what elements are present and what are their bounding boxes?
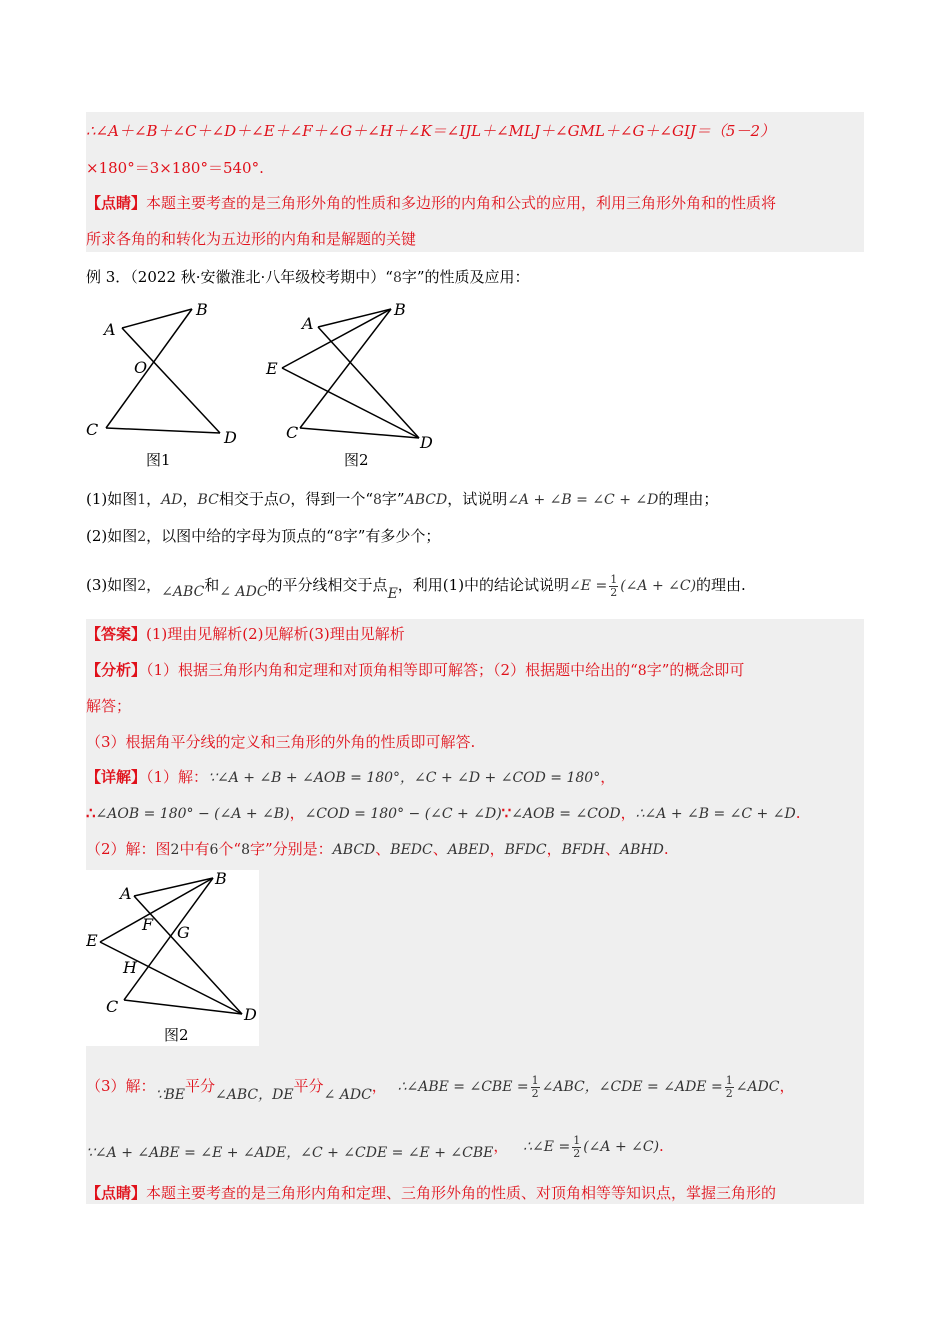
eight-shape-2: BEDC bbox=[390, 842, 433, 858]
q1-text-a: (1)如图 bbox=[86, 490, 138, 508]
q1-text-c: 相交于点 bbox=[218, 490, 279, 508]
q3-text-d: ，利用(1)中的结论试说明 bbox=[397, 576, 570, 594]
dianjing-final-text: 本题主要考查的是三角形内角和定理、三角形外角的性质、对顶角相等等知识点，掌握三角形的 bbox=[146, 1184, 777, 1202]
label-a: A bbox=[120, 884, 132, 903]
label-h: H bbox=[123, 958, 137, 977]
detail-2-comma-1: ， bbox=[289, 804, 305, 822]
label-d: D bbox=[224, 428, 237, 447]
segment-bc bbox=[106, 309, 192, 428]
q1-comma: ， bbox=[182, 490, 198, 508]
detail-line-5 bbox=[86, 1128, 664, 1165]
detail-line-3 bbox=[86, 838, 669, 861]
detail-5-math-2: ∴∠E = bbox=[523, 1139, 571, 1155]
label-a: A bbox=[302, 314, 314, 333]
question-3 bbox=[86, 572, 746, 602]
label-o: O bbox=[134, 358, 148, 377]
analysis-tag: 【分析】 bbox=[86, 661, 147, 679]
detail-4-pf2: 平分 bbox=[293, 1077, 324, 1095]
analysis-text-b: 字”的概念即可 bbox=[646, 661, 745, 679]
q2-fig: 2 bbox=[137, 529, 147, 545]
label-d: D bbox=[244, 1005, 257, 1024]
detail-3-c: 个“ bbox=[218, 840, 242, 858]
figure-1-caption: 图1 bbox=[146, 451, 171, 469]
detail-4-c1: ， bbox=[371, 1077, 387, 1095]
q3-text-c: 的平分线相交于点 bbox=[267, 576, 388, 594]
analysis-line-2: 解答； bbox=[86, 697, 132, 715]
label-f: F bbox=[142, 915, 154, 934]
answer-text: (1)理由见解析(2)见解析(3)理由见解析 bbox=[146, 625, 405, 643]
detail-2-math-3: ∠AOB = ∠COD bbox=[511, 806, 621, 822]
detail-4-math-3: ∠ADC bbox=[735, 1079, 780, 1095]
detail-4-math-2: ∠ABC，∠CDE = ∠ADE = bbox=[541, 1079, 723, 1095]
dianjing-text-1: 本题主要考查的是三角形外角的性质和多边形的内角和公式的应用，利用三角形外角和的性质将 bbox=[146, 194, 777, 212]
figure-solution bbox=[86, 870, 259, 1046]
detail-3-s3: ， bbox=[489, 840, 505, 858]
segment-ad bbox=[122, 328, 220, 433]
q3-he: 和 bbox=[204, 576, 220, 594]
detail-4-because: ∵ bbox=[155, 1087, 165, 1103]
label-c: C bbox=[106, 997, 119, 1016]
segment-ab bbox=[122, 309, 192, 328]
q1-abcd: ABCD bbox=[404, 492, 448, 508]
q1-text-d: ，得到一个“ bbox=[290, 490, 373, 508]
q3-abc: ∠ABC bbox=[161, 584, 205, 600]
detail-4-frac-2: $\frac{1}{2}$ bbox=[725, 1073, 733, 1100]
eight-shape-4: BFDC bbox=[504, 842, 547, 858]
detail-2-math-1: ∠AOB = 180° − (∠A + ∠B) bbox=[95, 806, 290, 822]
detail-3-fig: 2 bbox=[170, 842, 180, 858]
detail-3-s4: ， bbox=[546, 840, 562, 858]
q1-bc: BC bbox=[197, 492, 219, 508]
detail-3-s2: 、 bbox=[432, 840, 448, 858]
detail-1-a: （1）解： bbox=[146, 768, 209, 786]
example-heading bbox=[86, 266, 530, 289]
label-a: A bbox=[104, 320, 116, 339]
q3-text-b: ， bbox=[146, 576, 162, 594]
because-symbol: ∵ bbox=[501, 804, 512, 822]
detail-3-s1: 、 bbox=[375, 840, 391, 858]
q1-equation: ∠A + ∠B = ∠C + ∠D bbox=[507, 492, 659, 508]
q1-text-b: ， bbox=[146, 490, 162, 508]
label-b: B bbox=[196, 300, 208, 319]
detail-5-frac: $\frac{1}{2}$ bbox=[573, 1133, 581, 1160]
detail-4-end: ， bbox=[779, 1077, 795, 1095]
label-e: E bbox=[266, 359, 278, 378]
answer-tag: 【答案】 bbox=[86, 625, 147, 643]
q2-text-a: (2)如图 bbox=[86, 527, 138, 545]
q3-eq-right: (∠A + ∠C) bbox=[620, 578, 697, 594]
detail-2-end: . bbox=[795, 804, 801, 822]
figure-solution-caption: 图2 bbox=[164, 1026, 189, 1044]
label-b: B bbox=[215, 870, 227, 888]
q3-fig: 2 bbox=[137, 578, 147, 594]
detail-4-a: （3）解： bbox=[86, 1077, 156, 1095]
q3-adc: ∠ ADC bbox=[219, 584, 268, 600]
q3-fraction: $\frac{1}{2}$ bbox=[610, 572, 618, 599]
answer-line bbox=[86, 623, 405, 645]
detail-line-2 bbox=[86, 802, 800, 825]
label-e: E bbox=[86, 931, 98, 950]
detail-4-frac-1: $\frac{1}{2}$ bbox=[531, 1073, 539, 1100]
label-g: G bbox=[177, 923, 190, 942]
label-d: D bbox=[420, 433, 433, 452]
label-c: C bbox=[286, 423, 299, 442]
detail-1-end: ， bbox=[600, 768, 616, 786]
analysis-line-3: （3）根据角平分线的定义和三角形的外角的性质即可解答. bbox=[86, 733, 476, 751]
label-b: B bbox=[394, 300, 406, 319]
question-1 bbox=[86, 488, 718, 511]
detail-3-eight: 8 bbox=[241, 842, 250, 858]
label-c: C bbox=[86, 420, 99, 439]
figure-2 bbox=[262, 295, 442, 475]
q2-eight: 8 bbox=[333, 529, 343, 545]
detail-3-b: 中有 bbox=[179, 840, 210, 858]
detail-3-end: . bbox=[663, 840, 669, 858]
detail-3-s5: 、 bbox=[605, 840, 621, 858]
angle-sum-line-2: ×180°＝3×180°＝540°. bbox=[86, 159, 264, 177]
analysis-eight: 8 bbox=[637, 663, 647, 679]
eight-shape-3: ABED bbox=[447, 842, 490, 858]
analysis-line-1 bbox=[86, 659, 744, 682]
dianjing-final-line bbox=[86, 1182, 776, 1204]
detail-2-math-2: ∠COD = 180° − (∠C + ∠D) bbox=[304, 806, 502, 822]
figure-2-caption: 图2 bbox=[344, 451, 369, 469]
dianjing-line-2: 所求各角的和转化为五边形的内角和是解题的关键 bbox=[86, 230, 417, 248]
eight-shape-5: BFDH bbox=[561, 842, 606, 858]
therefore-symbol: ∴ bbox=[86, 804, 96, 822]
detail-1-math: ∵∠A + ∠B + ∠AOB = 180°，∠C + ∠D + ∠COD = 180° bbox=[208, 770, 601, 786]
detail-5-end: . bbox=[659, 1137, 664, 1155]
angle-sum-line-1: ∴∠A＋∠B＋∠C＋∠D＋∠E＋∠F＋∠G＋∠H＋∠K＝∠IJL＋∠MLJ＋∠GML＋∠G＋∠GIJ＝（5－2） bbox=[86, 122, 776, 140]
example-prefix: 例 3．（2022 秋·安徽淮北·八年级校考期中）“ bbox=[86, 268, 393, 286]
q2-text-c: 字”有多少个； bbox=[342, 527, 441, 545]
detail-5-comma: ， bbox=[493, 1137, 509, 1155]
dianjing-final-tag: 【点睛】 bbox=[86, 1184, 147, 1202]
q2-text-b: ，以图中给的字母为顶点的“ bbox=[146, 527, 334, 545]
detail-4-pf1: 平分 bbox=[184, 1077, 215, 1095]
figure-1 bbox=[80, 295, 250, 475]
detail-2-comma-2: ， bbox=[620, 804, 636, 822]
q1-text-e: 字” bbox=[381, 490, 405, 508]
detail-5-math-1: ∵∠A + ∠ABE = ∠E + ∠ADE，∠C + ∠CDE = ∠E + ∠CBE bbox=[86, 1145, 494, 1161]
example-eight: 8 bbox=[392, 270, 402, 286]
q3-text-a: (3)如图 bbox=[86, 576, 138, 594]
detail-2-math-4: ∴∠A + ∠B = ∠C + ∠D bbox=[635, 806, 796, 822]
q1-eight: 8 bbox=[372, 492, 382, 508]
q1-fig: 1 bbox=[137, 492, 147, 508]
detail-line-1 bbox=[86, 766, 615, 789]
detail-4-abc: ∠ABC，DE bbox=[215, 1087, 294, 1103]
q1-text-g: 的理由； bbox=[658, 490, 719, 508]
q1-text-f: ，试说明 bbox=[447, 490, 508, 508]
detail-4-adc: ∠ ADC bbox=[323, 1087, 372, 1103]
detail-3-d: 字”分别是： bbox=[250, 840, 333, 858]
q3-text-f: 的理由. bbox=[696, 576, 746, 594]
segment-ad bbox=[318, 327, 419, 438]
eight-shape-1: ABCD bbox=[332, 842, 376, 858]
segment-eb bbox=[282, 309, 391, 368]
q3-e: E bbox=[387, 586, 398, 602]
detail-line-4 bbox=[86, 1068, 795, 1105]
q3-eq-left: ∠E = bbox=[569, 578, 608, 594]
detail-tag: 【详解】 bbox=[86, 768, 147, 786]
eight-shape-6: ABHD bbox=[620, 842, 664, 858]
analysis-text-a: （1）根据三角形内角和定理和对顶角相等即可解答；（2）根据题中给出的“ bbox=[146, 661, 638, 679]
dianjing-line-1 bbox=[86, 192, 776, 214]
segment-bc bbox=[300, 309, 391, 428]
detail-4-math-1: ∴∠ABE = ∠CBE = bbox=[397, 1079, 529, 1095]
detail-4-be: BE bbox=[164, 1087, 185, 1103]
detail-3-count: 6 bbox=[209, 842, 219, 858]
example-suffix: 字”的性质及应用： bbox=[401, 268, 530, 286]
q1-o: O bbox=[278, 492, 291, 508]
q1-ad: AD bbox=[161, 492, 183, 508]
detail-5-math-3: (∠A + ∠C) bbox=[583, 1139, 660, 1155]
detail-3-a: （2）解：图 bbox=[86, 840, 171, 858]
dianjing-tag: 【点睛】 bbox=[86, 194, 147, 212]
segment-cd bbox=[106, 428, 220, 433]
question-2 bbox=[86, 525, 440, 548]
